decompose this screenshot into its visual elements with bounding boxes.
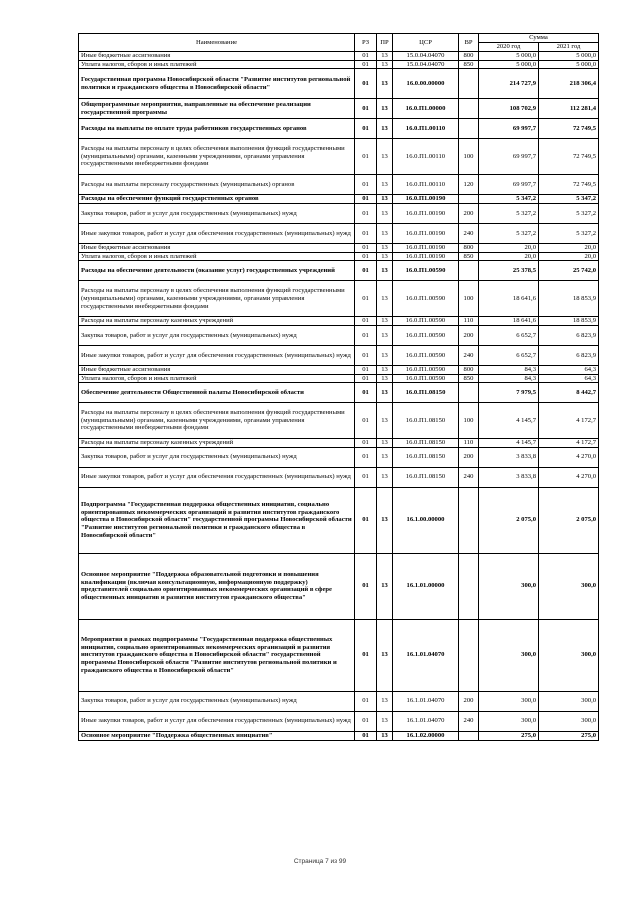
row-sum-2021: 4 172,7 xyxy=(539,403,599,439)
table-row xyxy=(79,252,599,261)
row-pr: 13 xyxy=(377,439,393,448)
row-vr xyxy=(459,119,479,139)
row-pr: 13 xyxy=(377,374,393,383)
row-sum-2020: 214 727,9 xyxy=(479,69,539,99)
table-row xyxy=(79,119,599,139)
row-pr: 13 xyxy=(377,487,393,553)
table-row xyxy=(79,325,599,345)
row-vr: 850 xyxy=(459,60,479,69)
header-vr: ВР xyxy=(459,34,479,52)
row-csr: 16.1.00.00000 xyxy=(393,487,459,553)
row-csr: 15.0.04.04070 xyxy=(393,52,459,61)
row-csr: 16.0.П1.08150 xyxy=(393,383,459,403)
row-vr: 200 xyxy=(459,447,479,467)
row-vr: 240 xyxy=(459,345,479,365)
row-rz: 01 xyxy=(355,175,377,195)
row-name: Расходы на обеспечение деятельности (оказание услуг) государственных учреждений xyxy=(79,261,355,281)
row-csr: 16.0.П1.00590 xyxy=(393,345,459,365)
row-csr: 16.1.01.04070 xyxy=(393,691,459,711)
row-sum-2020: 18 641,6 xyxy=(479,281,539,317)
row-name: Закупка товаров, работ и услуг для государственных (муниципальных) нужд xyxy=(79,691,355,711)
row-sum-2021: 8 442,7 xyxy=(539,383,599,403)
row-rz: 01 xyxy=(355,52,377,61)
row-pr: 13 xyxy=(377,383,393,403)
row-pr: 13 xyxy=(377,447,393,467)
row-rz: 01 xyxy=(355,447,377,467)
row-rz: 01 xyxy=(355,553,377,619)
table-row xyxy=(79,731,599,740)
row-pr: 13 xyxy=(377,69,393,99)
row-sum-2021: 275,0 xyxy=(539,731,599,740)
row-csr: 16.1.01.04070 xyxy=(393,619,459,691)
row-name: Иные закупки товаров, работ и услуг для обеспечения государственных (муниципальных) нужд xyxy=(79,345,355,365)
row-rz: 01 xyxy=(355,383,377,403)
header-pr: ПР xyxy=(377,34,393,52)
row-name: Расходы на выплаты персоналу государственных (муниципальных) органов xyxy=(79,175,355,195)
row-vr xyxy=(459,619,479,691)
row-sum-2020: 84,3 xyxy=(479,374,539,383)
row-pr: 13 xyxy=(377,403,393,439)
row-csr: 16.0.П1.00110 xyxy=(393,139,459,175)
row-name: Общепрограммные мероприятия, направленные на обеспечение реализации государственной программы xyxy=(79,99,355,119)
row-rz: 01 xyxy=(355,224,377,244)
row-sum-2021: 64,3 xyxy=(539,374,599,383)
row-sum-2020: 4 145,7 xyxy=(479,439,539,448)
row-csr: 16.0.П1.00590 xyxy=(393,374,459,383)
row-sum-2020: 6 652,7 xyxy=(479,325,539,345)
row-csr: 16.0.П1.08150 xyxy=(393,403,459,439)
table-row xyxy=(79,691,599,711)
row-sum-2020: 3 833,8 xyxy=(479,447,539,467)
row-rz: 01 xyxy=(355,281,377,317)
row-vr: 110 xyxy=(459,439,479,448)
row-name: Расходы на выплаты персоналу в целях обеспечения выполнения функций государственными (муниципальными) органами, казенными учреждениями, органами управления государственными внебюджетными фондами xyxy=(79,403,355,439)
row-pr: 13 xyxy=(377,119,393,139)
row-vr: 100 xyxy=(459,403,479,439)
row-sum-2020: 5 000,0 xyxy=(479,52,539,61)
row-rz: 01 xyxy=(355,204,377,224)
row-vr: 120 xyxy=(459,175,479,195)
row-vr: 800 xyxy=(459,52,479,61)
row-rz: 01 xyxy=(355,317,377,326)
table-row xyxy=(79,403,599,439)
row-rz: 01 xyxy=(355,691,377,711)
row-name: Мероприятия в рамках подпрограммы "Государственная поддержка общественных инициатив, социально ориентированных некоммерческих организаций и развития институтов гражданского общества в Новосибирской области" государственной программы Новосибирской области "Развитие институтов региональной политики и гражданского общества в Новосибирской области" xyxy=(79,619,355,691)
row-vr xyxy=(459,383,479,403)
row-name: Расходы на выплаты персоналу в целях обеспечения выполнения функций государственными (муниципальными) органами, казенными учреждениями, органами управления государственными внебюджетными фондами xyxy=(79,139,355,175)
table-row xyxy=(79,711,599,731)
row-vr xyxy=(459,261,479,281)
table-row xyxy=(79,345,599,365)
row-sum-2021: 5 327,2 xyxy=(539,204,599,224)
row-csr: 16.0.П1.00190 xyxy=(393,195,459,204)
row-name: Иные бюджетные ассигнования xyxy=(79,365,355,374)
row-csr: 16.0.П1.00590 xyxy=(393,317,459,326)
row-vr: 110 xyxy=(459,317,479,326)
row-csr: 16.0.П1.00110 xyxy=(393,175,459,195)
row-pr: 13 xyxy=(377,731,393,740)
row-rz: 01 xyxy=(355,195,377,204)
row-vr: 240 xyxy=(459,224,479,244)
row-vr: 200 xyxy=(459,204,479,224)
table-row xyxy=(79,195,599,204)
row-pr: 13 xyxy=(377,317,393,326)
row-sum-2021: 18 853,9 xyxy=(539,317,599,326)
table-row xyxy=(79,204,599,224)
table-row xyxy=(79,553,599,619)
row-pr: 13 xyxy=(377,553,393,619)
row-vr: 100 xyxy=(459,281,479,317)
row-csr: 16.0.П1.00590 xyxy=(393,261,459,281)
table-row xyxy=(79,60,599,69)
budget-table-page xyxy=(78,33,598,741)
row-rz: 01 xyxy=(355,139,377,175)
row-name: Расходы на выплаты персоналу казенных учреждений xyxy=(79,439,355,448)
table-row xyxy=(79,383,599,403)
row-sum-2021: 4 270,0 xyxy=(539,467,599,487)
row-rz: 01 xyxy=(355,711,377,731)
row-csr: 16.0.П1.00190 xyxy=(393,224,459,244)
row-csr: 16.0.П1.00190 xyxy=(393,252,459,261)
row-name: Иные бюджетные ассигнования xyxy=(79,52,355,61)
table-row xyxy=(79,99,599,119)
table-row xyxy=(79,281,599,317)
row-vr xyxy=(459,69,479,99)
row-rz: 01 xyxy=(355,487,377,553)
row-vr: 240 xyxy=(459,711,479,731)
row-name: Расходы на обеспечение функций государственных органов xyxy=(79,195,355,204)
row-sum-2020: 300,0 xyxy=(479,619,539,691)
row-name: Государственная программа Новосибирской области "Развитие институтов региональной политики и гражданского общества в Новосибирской области" xyxy=(79,69,355,99)
row-pr: 13 xyxy=(377,281,393,317)
row-name: Основное мероприятие "Поддержка образовательной подготовки и повышения квалификации (включая консультационную, информационную поддержку) представителей социально ориентированных некоммерческих организаций в сфере общественных инициатив и развития институтов гражданского общества" xyxy=(79,553,355,619)
table-row xyxy=(79,69,599,99)
row-sum-2020: 275,0 xyxy=(479,731,539,740)
row-vr: 800 xyxy=(459,365,479,374)
row-sum-2020: 18 641,6 xyxy=(479,317,539,326)
row-sum-2020: 300,0 xyxy=(479,691,539,711)
row-csr: 16.0.П1.08150 xyxy=(393,447,459,467)
row-vr: 850 xyxy=(459,374,479,383)
row-name: Основное мероприятие "Поддержка общественных инициатив" xyxy=(79,731,355,740)
row-pr: 13 xyxy=(377,60,393,69)
budget-table xyxy=(78,33,599,741)
row-pr: 13 xyxy=(377,467,393,487)
table-row xyxy=(79,317,599,326)
page-footer: Страница 7 из 99 xyxy=(293,858,347,865)
row-sum-2020: 3 833,8 xyxy=(479,467,539,487)
row-sum-2021: 72 749,5 xyxy=(539,175,599,195)
row-name: Расходы на выплаты персоналу в целях обеспечения выполнения функций государственными (муниципальными) органами, казенными учреждениями, органами управления государственными внебюджетными фондами xyxy=(79,281,355,317)
row-name: Закупка товаров, работ и услуг для государственных (муниципальных) нужд xyxy=(79,447,355,467)
row-vr xyxy=(459,99,479,119)
table-row xyxy=(79,467,599,487)
row-sum-2021: 112 281,4 xyxy=(539,99,599,119)
row-vr: 100 xyxy=(459,139,479,175)
row-name: Иные закупки товаров, работ и услуг для обеспечения государственных (муниципальных) нужд xyxy=(79,711,355,731)
row-sum-2021: 5 000,0 xyxy=(539,60,599,69)
row-sum-2021: 25 742,0 xyxy=(539,261,599,281)
row-rz: 01 xyxy=(355,439,377,448)
row-name: Уплата налогов, сборов и иных платежей xyxy=(79,374,355,383)
table-row xyxy=(79,139,599,175)
row-csr: 16.0.П1.00590 xyxy=(393,325,459,345)
row-pr: 13 xyxy=(377,711,393,731)
row-sum-2020: 4 145,7 xyxy=(479,403,539,439)
row-rz: 01 xyxy=(355,403,377,439)
row-vr: 200 xyxy=(459,325,479,345)
row-pr: 13 xyxy=(377,325,393,345)
row-vr xyxy=(459,195,479,204)
row-rz: 01 xyxy=(355,119,377,139)
header-year-2021: 2021 год xyxy=(539,43,599,52)
row-vr: 800 xyxy=(459,244,479,253)
row-rz: 01 xyxy=(355,619,377,691)
row-pr: 13 xyxy=(377,99,393,119)
row-rz: 01 xyxy=(355,374,377,383)
row-sum-2021: 300,0 xyxy=(539,619,599,691)
row-pr: 13 xyxy=(377,345,393,365)
row-vr xyxy=(459,553,479,619)
row-sum-2021: 6 823,9 xyxy=(539,345,599,365)
row-sum-2021: 72 749,5 xyxy=(539,119,599,139)
row-sum-2020: 5 327,2 xyxy=(479,224,539,244)
row-rz: 01 xyxy=(355,325,377,345)
row-pr: 13 xyxy=(377,619,393,691)
row-csr: 16.1.01.00000 xyxy=(393,553,459,619)
row-rz: 01 xyxy=(355,731,377,740)
row-sum-2021: 4 172,7 xyxy=(539,439,599,448)
row-name: Расходы на выплаты персоналу казенных учреждений xyxy=(79,317,355,326)
row-rz: 01 xyxy=(355,365,377,374)
row-csr: 16.0.П1.00110 xyxy=(393,119,459,139)
row-name: Закупка товаров, работ и услуг для государственных (муниципальных) нужд xyxy=(79,204,355,224)
row-pr: 13 xyxy=(377,139,393,175)
row-sum-2021: 64,3 xyxy=(539,365,599,374)
header-csr: ЦСР xyxy=(393,34,459,52)
row-sum-2020: 69 997,7 xyxy=(479,175,539,195)
row-pr: 13 xyxy=(377,195,393,204)
table-row xyxy=(79,439,599,448)
row-name: Уплата налогов, сборов и иных платежей xyxy=(79,252,355,261)
row-sum-2021: 72 749,5 xyxy=(539,139,599,175)
row-sum-2020: 84,3 xyxy=(479,365,539,374)
row-sum-2021: 20,0 xyxy=(539,252,599,261)
row-rz: 01 xyxy=(355,99,377,119)
row-sum-2020: 2 075,0 xyxy=(479,487,539,553)
row-sum-2021: 300,0 xyxy=(539,691,599,711)
row-sum-2021: 5 327,2 xyxy=(539,224,599,244)
row-sum-2020: 20,0 xyxy=(479,244,539,253)
row-rz: 01 xyxy=(355,252,377,261)
row-rz: 01 xyxy=(355,261,377,281)
row-sum-2021: 218 306,4 xyxy=(539,69,599,99)
row-sum-2021: 300,0 xyxy=(539,553,599,619)
row-name: Уплата налогов, сборов и иных платежей xyxy=(79,60,355,69)
row-sum-2020: 5 347,2 xyxy=(479,195,539,204)
table-body xyxy=(79,52,599,741)
row-sum-2021: 18 853,9 xyxy=(539,281,599,317)
row-vr: 200 xyxy=(459,691,479,711)
row-name: Закупка товаров, работ и услуг для государственных (муниципальных) нужд xyxy=(79,325,355,345)
row-name: Иные бюджетные ассигнования xyxy=(79,244,355,253)
row-csr: 16.1.02.00000 xyxy=(393,731,459,740)
row-csr: 16.0.П1.00590 xyxy=(393,281,459,317)
row-sum-2021: 4 270,0 xyxy=(539,447,599,467)
row-sum-2020: 25 378,5 xyxy=(479,261,539,281)
row-sum-2021: 300,0 xyxy=(539,711,599,731)
row-pr: 13 xyxy=(377,244,393,253)
row-csr: 15.0.04.04070 xyxy=(393,60,459,69)
row-sum-2020: 300,0 xyxy=(479,553,539,619)
row-pr: 13 xyxy=(377,224,393,244)
row-csr: 16.0.П1.08150 xyxy=(393,467,459,487)
row-sum-2020: 300,0 xyxy=(479,711,539,731)
row-sum-2021: 6 823,9 xyxy=(539,325,599,345)
table-row xyxy=(79,52,599,61)
row-csr: 16.0.П1.00190 xyxy=(393,204,459,224)
row-sum-2020: 69 997,7 xyxy=(479,119,539,139)
row-sum-2021: 20,0 xyxy=(539,244,599,253)
header-year-2020: 2020 год xyxy=(479,43,539,52)
header-name: Наименование xyxy=(79,34,355,52)
row-csr: 16.0.00.00000 xyxy=(393,69,459,99)
row-vr xyxy=(459,731,479,740)
row-pr: 13 xyxy=(377,52,393,61)
row-vr xyxy=(459,487,479,553)
row-name: Иные закупки товаров, работ и услуг для обеспечения государственных (муниципальных) нужд xyxy=(79,224,355,244)
row-sum-2020: 20,0 xyxy=(479,252,539,261)
row-sum-2020: 108 702,9 xyxy=(479,99,539,119)
row-sum-2021: 5 347,2 xyxy=(539,195,599,204)
row-csr: 16.0.П1.00000 xyxy=(393,99,459,119)
row-name: Обеспечение деятельности Общественной палаты Новосибирской области xyxy=(79,383,355,403)
row-sum-2020: 5 000,0 xyxy=(479,60,539,69)
table-row xyxy=(79,619,599,691)
row-sum-2020: 7 979,5 xyxy=(479,383,539,403)
table-row xyxy=(79,487,599,553)
table-row xyxy=(79,365,599,374)
row-rz: 01 xyxy=(355,60,377,69)
row-pr: 13 xyxy=(377,691,393,711)
row-vr: 240 xyxy=(459,467,479,487)
row-csr: 16.0.П1.00190 xyxy=(393,244,459,253)
row-name: Расходы на выплаты по оплате труда работников государственных органов xyxy=(79,119,355,139)
table-row xyxy=(79,244,599,253)
row-pr: 13 xyxy=(377,204,393,224)
row-pr: 13 xyxy=(377,252,393,261)
row-vr: 850 xyxy=(459,252,479,261)
row-pr: 13 xyxy=(377,175,393,195)
row-name: Иные закупки товаров, работ и услуг для обеспечения государственных (муниципальных) нужд xyxy=(79,467,355,487)
row-csr: 16.1.01.04070 xyxy=(393,711,459,731)
row-pr: 13 xyxy=(377,261,393,281)
table-row xyxy=(79,175,599,195)
table-row xyxy=(79,447,599,467)
row-rz: 01 xyxy=(355,467,377,487)
row-csr: 16.0.П1.08150 xyxy=(393,439,459,448)
row-sum-2021: 2 075,0 xyxy=(539,487,599,553)
row-rz: 01 xyxy=(355,345,377,365)
row-sum-2020: 5 327,2 xyxy=(479,204,539,224)
header-rz: РЗ xyxy=(355,34,377,52)
row-pr: 13 xyxy=(377,365,393,374)
row-sum-2021: 5 000,0 xyxy=(539,52,599,61)
row-rz: 01 xyxy=(355,244,377,253)
table-row xyxy=(79,374,599,383)
row-name: Подпрограмма "Государственная поддержка общественных инициатив, социально ориентированных некоммерческих организаций и развития институтов гражданского общества в Новосибирской области" государственной программы Новосибирской области "Развитие институтов региональной политики и гражданского общества в Новосибирской области" xyxy=(79,487,355,553)
table-row xyxy=(79,224,599,244)
table-row xyxy=(79,261,599,281)
header-sum: Сумма xyxy=(479,34,599,43)
row-csr: 16.0.П1.00590 xyxy=(393,365,459,374)
row-sum-2020: 6 652,7 xyxy=(479,345,539,365)
row-rz: 01 xyxy=(355,69,377,99)
row-sum-2020: 69 997,7 xyxy=(479,139,539,175)
